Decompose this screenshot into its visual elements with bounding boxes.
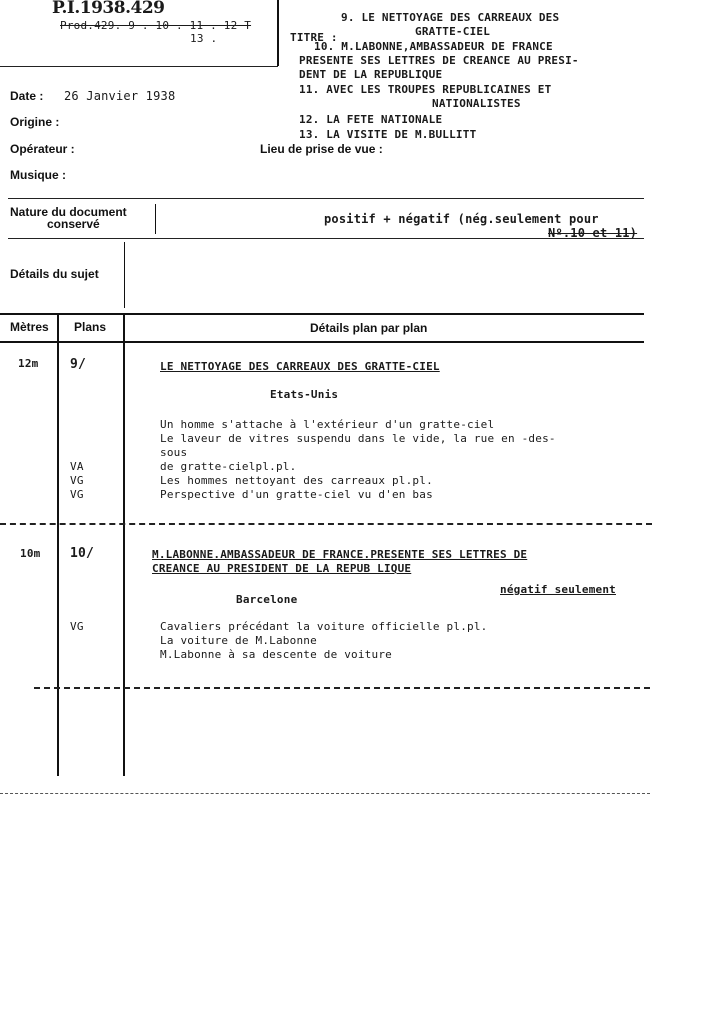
reference-box-bottom-border [0,66,278,67]
titre-label: TITRE : [290,31,338,44]
titre-item: 9. LE NETTOYAGE DES CARREAUX DES [341,11,560,24]
titre-item: 13. LA VISITE DE M.BULLITT [299,128,477,141]
shot-text: La voiture de M.Labonne [160,634,317,647]
section-title: LE NETTOYAGE DES CARREAUX DES GRATTE-CIEL [160,360,440,373]
musique-label: Musique : [10,168,66,182]
lieu-label: Lieu de prise de vue : [260,142,383,156]
shot-text: Les hommes nettoyant des carreaux pl.pl. [160,474,433,487]
origine-label: Origine : [10,115,60,129]
reference-box-right-border [277,0,279,66]
shot-text: de gratte-cielpl.pl. [160,460,297,473]
section-separator [0,523,652,525]
reference-struck-text: Prod.429. 9 . 10 . 11 . 12 T [60,19,252,32]
column-divider-plans [123,314,125,776]
header-details: Détails plan par plan [310,321,428,335]
section-plan: 10/ [70,546,95,561]
titre-item: PRESENTE SES LETTRES DE CREANCE AU PRESI- [299,54,579,67]
header-metres: Mètres [10,320,49,334]
reference-struck-line [60,19,251,32]
reference-second-line: 13 . [190,32,218,45]
section-location: Barcelone [236,593,298,606]
document-reference: P.I.1938.429 [52,0,165,18]
section-metres: 10m [20,547,41,560]
date-value: 26 Janvier 1938 [64,89,176,103]
section-note: négatif seulement [500,583,616,596]
nature-label-line1: Nature du document [10,205,127,219]
titre-item: 12. LA FETE NATIONALE [299,113,443,126]
nature-divider [8,238,644,239]
titre-item: NATIONALISTES [432,97,521,110]
section-title-line2: CREANCE AU PRESIDENT DE LA REPUB LIQUE [152,562,412,575]
shot-text: Un homme s'attache à l'extérieur d'un gratte-ciel [160,418,495,431]
nature-value-line2: Nº.10 et 11) [548,226,638,240]
section-title-line1: M.LABONNE.AMBASSADEUR DE FRANCE.PRESENTE SES LETTRES DE [152,548,528,561]
details-sujet-label: Détails du sujet [10,267,99,281]
nature-bracket [155,204,156,234]
section-metres: 12m [18,357,39,370]
nature-value-line1: positif + négatif (nég.seulement pour [324,212,599,226]
operateur-label: Opérateur : [10,142,75,156]
shot-plan: VG [70,474,84,487]
shot-text: sous [160,446,188,459]
section-separator [34,687,650,689]
meta-divider [8,198,644,199]
shot-text: M.Labonne à sa descente de voiture [160,648,392,661]
shot-plan: VG [70,488,84,501]
shot-text: Perspective d'un gratte-ciel vu d'en bas [160,488,433,501]
titre-item: DENT DE LA REPUBLIQUE [299,68,443,81]
date-label: Date : [10,89,44,103]
table-top-border [0,313,644,315]
titre-item: 10. M.LABONNE,AMBASSADEUR DE FRANCE [314,40,553,53]
shot-plan: VA [70,460,84,473]
shot-text: Cavaliers précédant la voiture officielle pl.pl. [160,620,488,633]
page-bottom-rule [0,793,650,794]
header-plans: Plans [74,320,107,334]
titre-item: 11. AVEC LES TROUPES REPUBLICAINES ET [299,83,552,96]
table-header-border [0,341,644,343]
section-plan: 9/ [70,357,87,372]
shot-text: Le laveur de vitres suspendu dans le vide, la rue en -des- [160,432,556,445]
nature-label-line2: conservé [47,217,100,231]
column-divider-metres [57,314,59,776]
details-sujet-bracket [124,242,125,308]
titre-item: GRATTE-CIEL [415,25,491,38]
shot-plan: VG [70,620,84,633]
section-location: Etats-Unis [270,388,339,401]
